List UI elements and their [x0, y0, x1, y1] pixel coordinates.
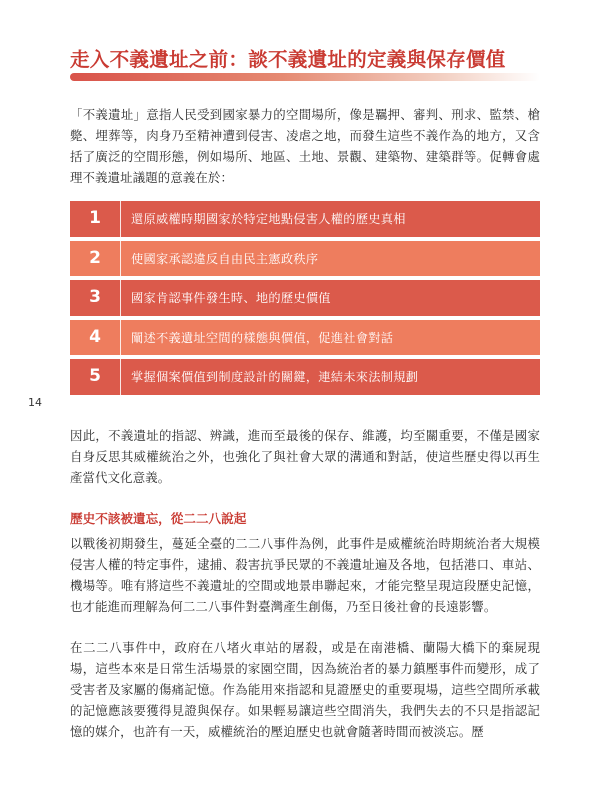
section-paragraph-1: 以戰後初期發生，蔓延全臺的二二八事件為例，此事件是威權統治時期統治者大規模侵害人權的特定事件，逮捕、殺害抗爭民眾的不義遺址遍及各地，包括港口、車站、機場等。唯有將這些不義遺址的空間或地景串聯起來，才能完整呈現這段歷史記憶，也才能進而理解為何二二八事件對臺灣產生創傷，乃至日後社會的長遠影響。 — [70, 536, 540, 614]
item-text: 國家肯認事件發生時、地的歷史價值 — [131, 291, 331, 306]
list-item — [70, 241, 540, 277]
item-text: 使國家承認違反自由民主憲政秩序 — [131, 251, 319, 266]
item-text: 還原威權時期國家於特定地點侵害人權的歷史真相 — [131, 212, 406, 227]
list-item — [70, 201, 540, 237]
item-number: 1 — [70, 201, 121, 237]
item-text: 闡述不義遺址空間的樣態與價值，促進社會對話 — [131, 330, 394, 345]
list-item — [70, 359, 540, 395]
significance-list — [70, 201, 540, 399]
list-item — [70, 280, 540, 316]
section-heading: 歷史不該被遺忘，從二二八說起 — [70, 511, 247, 526]
section-paragraph-2: 在二二八事件中，政府在八堵火車站的屠殺，或是在南港橋、蘭陽大橋下的棄屍現場，這些本來是日常生活場景的家園空間，因為統治者的暴力鎮壓事件而變形，成了受害者及家屬的傷痛記憶。作為能用來指認和見證歷史的重要現場，這些空間所承載的記憶應該要獲得見證與保存。如果輕易讓這些空間消失，我們失去的不只是指認記憶的媒介，也許有一天，威權統治的壓迫歷史也就會隨著時間而被淡忘。歷 — [70, 640, 540, 739]
page-number: 14 — [28, 396, 42, 409]
title-underline-bar — [70, 73, 540, 81]
item-number: 5 — [70, 359, 121, 395]
item-number: 2 — [70, 241, 121, 277]
page-title: 走入不義遺址之前：談不義遺址的定義與保存價值 — [70, 48, 506, 71]
intro-paragraph: 「不義遺址」意指人民受到國家暴力的空間場所，像是羈押、審判、刑求、監禁、槍斃、埋葬等，肉身乃至精神遭到侵害、凌虐之地，而發生這些不義作為的地方，又含括了廣泛的空間形態，例如場所、地區、土地、景觀、建築物、建築群等。促轉會處理不義遺址議題的意義在於： — [70, 107, 540, 185]
item-number: 4 — [70, 320, 121, 356]
list-item — [70, 320, 540, 356]
item-number: 3 — [70, 280, 121, 316]
conclusion-paragraph: 因此，不義遺址的指認、辨識，進而至最後的保存、維護，均至關重要，不僅是國家自身反思其威權統治之外，也強化了與社會大眾的溝通和對話，使這些歷史得以再生產當代文化意義。 — [70, 428, 540, 485]
item-text: 掌握個案價值到制度設計的關鍵，連結未來法制規劃 — [131, 370, 419, 385]
